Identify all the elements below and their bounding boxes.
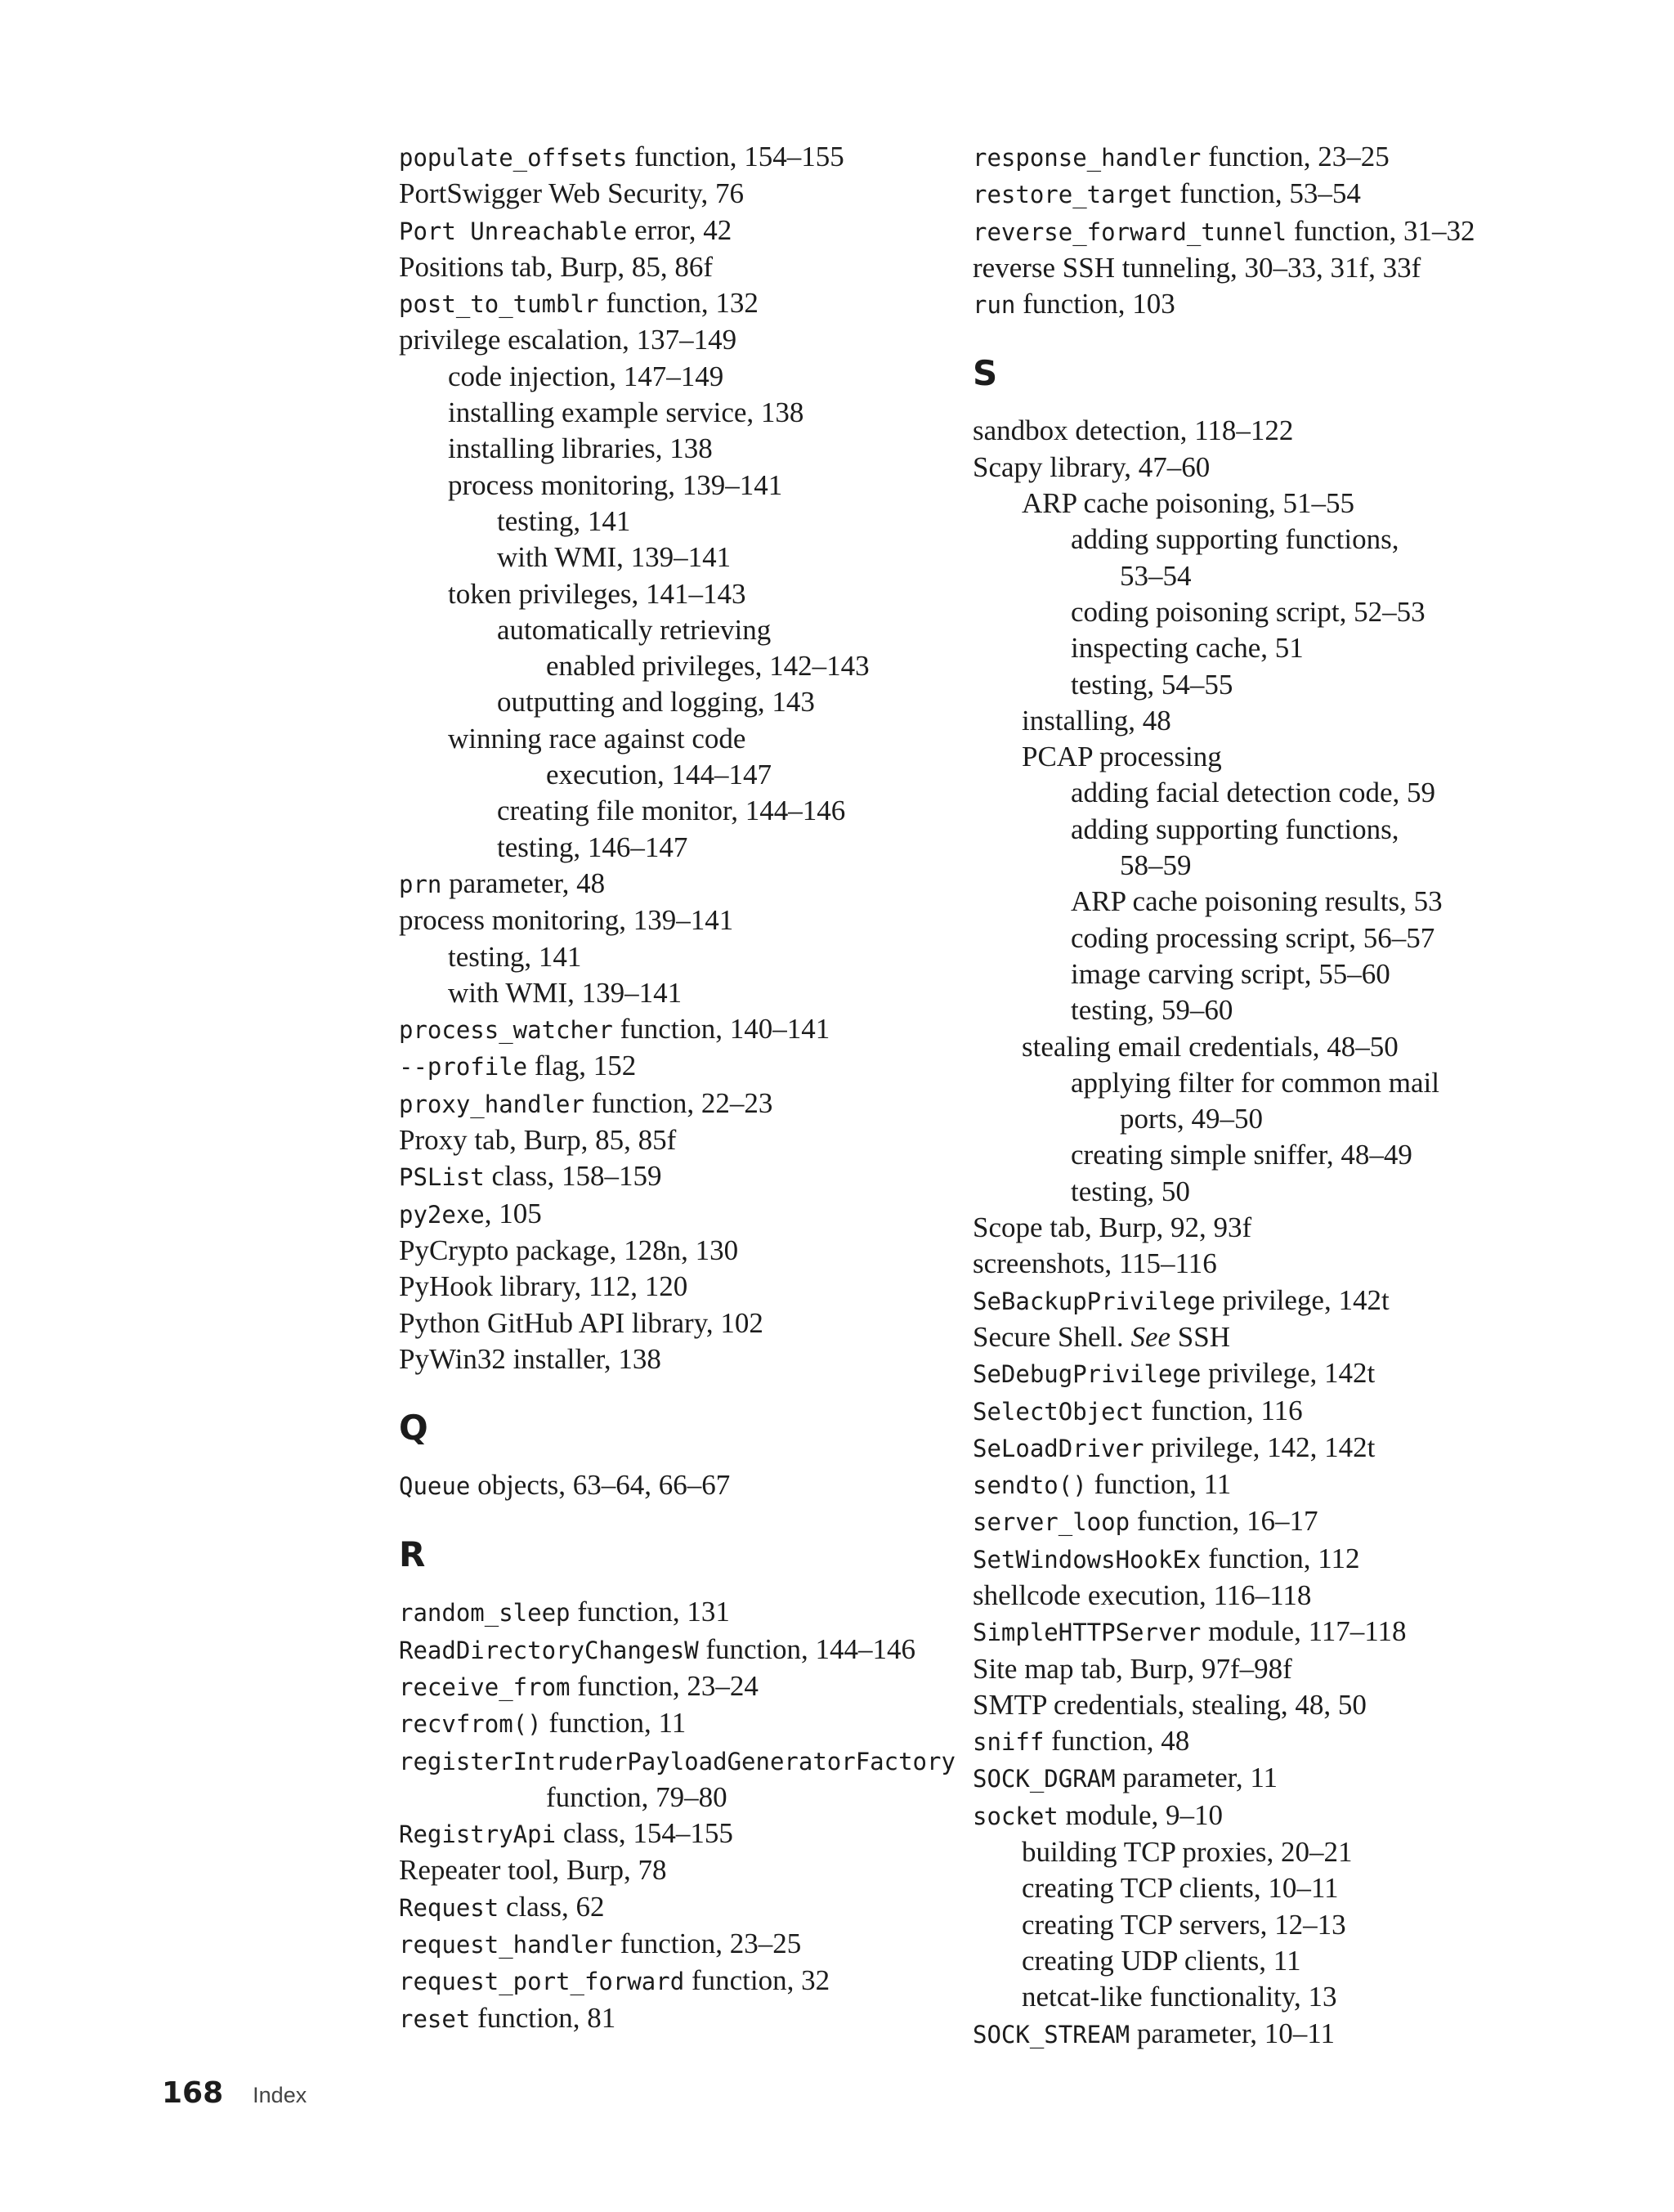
index-entry: [399, 1705, 955, 1742]
index-entry: [973, 250, 1537, 286]
entry-text: class, 62: [499, 1890, 605, 1923]
index-entry: [973, 1246, 1537, 1282]
index-entry: [973, 1503, 1537, 1540]
index-entry: [973, 1798, 1537, 1834]
index-entry: [399, 1632, 955, 1668]
index-entry: [399, 1594, 955, 1631]
entry-text: adding supporting functions,: [1071, 523, 1399, 556]
code-term: request_handler: [399, 1931, 613, 1959]
code-term: request_port_forward: [399, 1968, 685, 1996]
code-term: SOCK_STREAM: [973, 2020, 1130, 2049]
index-entry: [399, 249, 955, 285]
entry-text: function, 140–141: [612, 1013, 830, 1046]
entry-text: adding facial detection code, 59: [1071, 777, 1436, 809]
index-entry: [973, 775, 1537, 811]
entry-text: code injection, 147–149: [448, 360, 724, 392]
entry-text: token privileges, 141–143: [448, 577, 746, 610]
index-entry: [399, 793, 955, 829]
entry-text: Scope tab, Burp, 92, 93f: [973, 1211, 1252, 1244]
index-entry: [973, 848, 1537, 884]
code-term: restore_target: [973, 181, 1173, 209]
index-column-right: [973, 139, 1537, 2053]
index-entry: [973, 1210, 1537, 1246]
index-entry: [973, 594, 1537, 630]
entry-text: privilege, 142t: [1201, 1357, 1376, 1390]
code-term: reset: [399, 2004, 471, 2033]
index-entry: [399, 322, 955, 358]
entry-text: coding poisoning script, 52–53: [1071, 595, 1426, 628]
entry-text: Python GitHub API library, 102: [399, 1306, 763, 1339]
code-term: populate_offsets: [399, 144, 628, 172]
index-entry: [973, 739, 1537, 775]
entry-text: function, 23–25: [1201, 141, 1390, 172]
entry-text: function, 23–24: [570, 1669, 759, 1702]
entry-text: error, 42: [627, 213, 732, 246]
index-entry: [973, 139, 1537, 176]
index-entry: [973, 1870, 1537, 1906]
index-entry: [973, 1065, 1537, 1101]
entry-text: SSH: [1170, 1320, 1230, 1353]
index-entry: [973, 920, 1537, 956]
entry-text: with WMI, 139–141: [448, 976, 683, 1009]
entry-text: installing, 48: [1022, 704, 1171, 737]
index-entry: [399, 648, 955, 684]
index-entry: [973, 1614, 1537, 1650]
entry-text: adding supporting functions,: [1071, 813, 1399, 845]
index-entry: [399, 2000, 955, 2037]
entry-text: creating TCP clients, 10–11: [1022, 1872, 1339, 1905]
index-entry: [399, 1780, 955, 1816]
index-entry: [973, 1834, 1537, 1870]
index-entry: [399, 902, 955, 938]
entry-text: image carving script, 55–60: [1071, 957, 1390, 990]
entry-text: function, 112: [1201, 1542, 1360, 1574]
entry-text: coding processing script, 56–57: [1071, 921, 1435, 954]
index-entry: [973, 992, 1537, 1028]
entry-text: SMTP credentials, stealing, 48, 50: [973, 1688, 1367, 1721]
entry-text: function, 154–155: [627, 141, 844, 172]
running-footer-label: Index: [253, 2083, 307, 2107]
index-entry: [399, 1467, 955, 1504]
entry-text: applying filter for common mail: [1071, 1066, 1440, 1099]
code-term: --profile: [399, 1053, 528, 1081]
index-entry: [399, 213, 955, 249]
index-entry: [399, 1852, 955, 1888]
entry-text: function, 16–17: [1130, 1505, 1318, 1538]
entry-text: creating file monitor, 144–146: [497, 795, 846, 827]
index-entry: [399, 612, 955, 648]
entry-text: sandbox detection, 118–122: [973, 414, 1294, 447]
index-entry: [973, 176, 1537, 213]
code-term: recvfrom(): [399, 1710, 542, 1739]
code-term: SelectObject: [973, 1397, 1144, 1426]
entry-text: enabled privileges, 142–143: [546, 650, 870, 683]
index-entry: [973, 413, 1537, 449]
entry-text: 58–59: [1120, 849, 1192, 882]
code-term: SetWindowsHookEx: [973, 1545, 1202, 1574]
index-entry: [973, 1029, 1537, 1065]
code-term: Request: [399, 1893, 499, 1922]
entry-text: shellcode execution, 116–118: [973, 1578, 1312, 1611]
index-entry: [399, 1668, 955, 1705]
entry-text: 53–54: [1120, 559, 1192, 592]
index-entry: [973, 486, 1537, 522]
entry-text: function, 31–32: [1287, 214, 1475, 247]
index-entry: [973, 1319, 1537, 1355]
index-entry: [973, 1651, 1537, 1687]
index-entry: [399, 1889, 955, 1926]
entry-text: Positions tab, Burp, 85, 86f: [399, 250, 714, 283]
entry-text: creating simple sniffer, 48–49: [1071, 1139, 1412, 1171]
index-entry: [973, 1355, 1537, 1392]
index-entry: [399, 1816, 955, 1852]
entry-text: class, 154–155: [556, 1817, 733, 1850]
entry-text: function, 48: [1044, 1725, 1190, 1758]
code-term: SeLoadDriver: [973, 1434, 1144, 1462]
index-entry: [399, 757, 955, 793]
entry-text: creating TCP servers, 12–13: [1022, 1908, 1346, 1941]
entry-text: function, 11: [541, 1707, 687, 1740]
index-entry: [399, 1963, 955, 1999]
code-term: process_watcher: [399, 1016, 613, 1045]
index-entry: [399, 1196, 955, 1233]
index-entry: [973, 667, 1537, 703]
entry-text: with WMI, 139–141: [497, 541, 732, 574]
entry-text: function, 22–23: [584, 1086, 773, 1119]
entry-text: parameter, 11: [1115, 1762, 1278, 1794]
code-term: random_sleep: [399, 1599, 571, 1628]
index-entry: [399, 939, 955, 975]
entry-text: function, 79–80: [546, 1780, 727, 1813]
code-term: sendto(): [973, 1471, 1087, 1500]
entry-text: testing, 141: [448, 940, 582, 973]
entry-text: function, 32: [684, 1964, 830, 1997]
see-reference: See: [1130, 1320, 1171, 1353]
index-entry: [973, 558, 1537, 594]
index-entry: [973, 1466, 1537, 1503]
entry-text: module, 117–118: [1201, 1615, 1407, 1648]
code-term: SeBackupPrivilege: [973, 1287, 1215, 1315]
index-column-left: [399, 139, 955, 2037]
entry-text: winning race against code: [448, 722, 746, 754]
entry-text: automatically retrieving: [497, 613, 772, 646]
letter-heading: R: [399, 1534, 426, 1575]
entry-text: testing, 146–147: [497, 831, 688, 863]
page-number: 168: [162, 2076, 224, 2110]
index-entry: [399, 395, 955, 431]
code-term: response_handler: [973, 144, 1202, 172]
index-entry: [973, 1687, 1537, 1723]
entry-text: PyWin32 installer, 138: [399, 1342, 661, 1375]
code-term: receive_from: [399, 1672, 571, 1701]
entry-text: reverse SSH tunneling, 30–33, 31f, 33f: [973, 251, 1421, 284]
entry-text: function, 116: [1144, 1394, 1303, 1426]
index-entry: [399, 176, 955, 212]
entry-text: module, 9–10: [1058, 1798, 1223, 1831]
entry-text: Proxy tab, Burp, 85, 85f: [399, 1124, 677, 1157]
code-term: ReadDirectoryChangesW: [399, 1636, 699, 1664]
index-entry: [973, 2016, 1537, 2053]
entry-text: testing, 59–60: [1071, 994, 1233, 1027]
index-entry: [399, 504, 955, 540]
index-entry: [973, 213, 1537, 250]
entry-text: ARP cache poisoning, 51–55: [1022, 487, 1354, 520]
entry-text: function, 81: [470, 2001, 616, 2034]
code-term: Queue: [399, 1472, 471, 1501]
code-term: registerIntruderPayloadGeneratorFactory: [399, 1747, 956, 1775]
code-term: socket: [973, 1802, 1059, 1830]
code-term: reverse_forward_tunnel: [973, 217, 1287, 246]
entry-text: testing, 54–55: [1071, 668, 1233, 701]
index-entry: [399, 431, 955, 467]
code-term: proxy_handler: [399, 1090, 584, 1118]
index-entry: [399, 975, 955, 1011]
code-term: post_to_tumblr: [399, 290, 599, 319]
entry-text: privilege, 142, 142t: [1144, 1431, 1376, 1463]
index-entry: [399, 468, 955, 504]
code-term: py2exe: [399, 1200, 485, 1229]
index-entry: [973, 884, 1537, 920]
index-entry: [399, 1233, 955, 1269]
index-entry: [399, 540, 955, 575]
entry-text: flag, 152: [527, 1050, 637, 1082]
entry-text: function, 131: [570, 1596, 730, 1628]
index-entry: [399, 830, 955, 866]
index-entry: [973, 1283, 1537, 1319]
index-entry: [399, 1269, 955, 1305]
entry-text: Repeater tool, Burp, 78: [399, 1854, 667, 1887]
entry-text: PortSwigger Web Security, 76: [399, 177, 744, 210]
index-entry: [399, 359, 955, 395]
index-entry: [399, 1158, 955, 1195]
index-entry: [399, 684, 955, 720]
index-entry: [973, 450, 1537, 486]
index-entry: [973, 1907, 1537, 1943]
entry-text: stealing email credentials, 48–50: [1022, 1030, 1399, 1063]
entry-text: screenshots, 115–116: [973, 1247, 1217, 1280]
entry-text: function, 103: [1015, 288, 1175, 320]
index-entry: [399, 1926, 955, 1963]
entry-text: function, 53–54: [1172, 177, 1361, 210]
index-entry: [973, 630, 1537, 666]
index-entry: [973, 1430, 1537, 1466]
index-entry: [399, 1743, 955, 1780]
code-term: SOCK_DGRAM: [973, 1765, 1116, 1793]
index-entry: [399, 1011, 955, 1048]
entry-text: , 105: [484, 1197, 542, 1229]
code-term: PSList: [399, 1163, 485, 1192]
entry-text: installing libraries, 138: [448, 432, 713, 465]
entry-text: netcat-like functionality, 13: [1022, 1981, 1337, 2013]
code-term: SeDebugPrivilege: [973, 1360, 1202, 1389]
entry-text: execution, 144–147: [546, 759, 772, 791]
entry-text: function, 144–146: [698, 1632, 916, 1665]
index-entry: [973, 1760, 1537, 1797]
entry-text: Scapy library, 47–60: [973, 450, 1211, 483]
letter-heading: S: [973, 353, 998, 394]
entry-text: parameter, 48: [441, 866, 606, 899]
index-entry: [399, 1341, 955, 1377]
index-entry: [399, 1122, 955, 1158]
index-entry: [399, 576, 955, 612]
entry-text: process monitoring, 139–141: [399, 904, 734, 937]
index-entry: [973, 956, 1537, 992]
code-term: RegistryApi: [399, 1820, 557, 1849]
entry-text: process monitoring, 139–141: [448, 468, 783, 501]
index-entry: [973, 1578, 1537, 1614]
index-entry: [973, 1137, 1537, 1173]
entry-text: PyHook library, 112, 120: [399, 1270, 688, 1303]
index-entry: [973, 1541, 1537, 1578]
entry-text: installing example service, 138: [448, 396, 804, 429]
index-entry: [399, 139, 955, 176]
code-term: Port Unreachable: [399, 217, 628, 245]
index-entry: [973, 812, 1537, 848]
letter-heading: Q: [399, 1408, 428, 1449]
index-entry: [973, 286, 1537, 323]
entry-text: outputting and logging, 143: [497, 686, 815, 719]
index-entry: [399, 1048, 955, 1085]
code-term: server_loop: [973, 1508, 1130, 1537]
index-entry: [973, 1101, 1537, 1137]
entry-text: parameter, 10–11: [1130, 2017, 1336, 2049]
entry-text: class, 158–159: [484, 1160, 662, 1193]
entry-text: testing, 141: [497, 504, 631, 537]
entry-text: privilege escalation, 137–149: [399, 324, 737, 356]
index-entry: [399, 721, 955, 757]
index-entry: [973, 1393, 1537, 1430]
entry-text: objects, 63–64, 66–67: [470, 1469, 731, 1502]
entry-text: PyCrypto package, 128n, 130: [399, 1234, 739, 1266]
entry-text: Site map tab, Burp, 97f–98f: [973, 1652, 1292, 1685]
code-term: prn: [399, 870, 442, 898]
index-entry: [973, 1943, 1537, 1979]
entry-text: Secure Shell.: [973, 1320, 1131, 1353]
index-entry: [973, 1174, 1537, 1210]
code-term: SimpleHTTPServer: [973, 1619, 1202, 1647]
index-entry: [973, 1979, 1537, 2015]
code-term: sniff: [973, 1728, 1045, 1757]
entry-text: function, 132: [598, 287, 759, 320]
entry-text: creating UDP clients, 11: [1022, 1944, 1301, 1977]
code-term: run: [973, 291, 1016, 320]
index-entry: [399, 1086, 955, 1122]
index-entry: [399, 866, 955, 902]
index-entry: [973, 522, 1537, 557]
entry-text: PCAP processing: [1022, 741, 1222, 773]
entry-text: building TCP proxies, 20–21: [1022, 1836, 1353, 1869]
index-entry: [399, 285, 955, 322]
index-entry: [399, 1305, 955, 1341]
entry-text: testing, 50: [1071, 1175, 1190, 1207]
entry-text: ports, 49–50: [1120, 1103, 1263, 1135]
entry-text: function, 23–25: [612, 1928, 802, 1960]
entry-text: inspecting cache, 51: [1071, 632, 1304, 665]
index-entry: [973, 1723, 1537, 1760]
entry-text: privilege, 142t: [1215, 1283, 1390, 1316]
page-footer: [162, 2076, 307, 2110]
entry-text: function, 11: [1086, 1468, 1232, 1501]
index-entry: [973, 703, 1537, 739]
entry-text: ARP cache poisoning results, 53: [1071, 885, 1443, 918]
